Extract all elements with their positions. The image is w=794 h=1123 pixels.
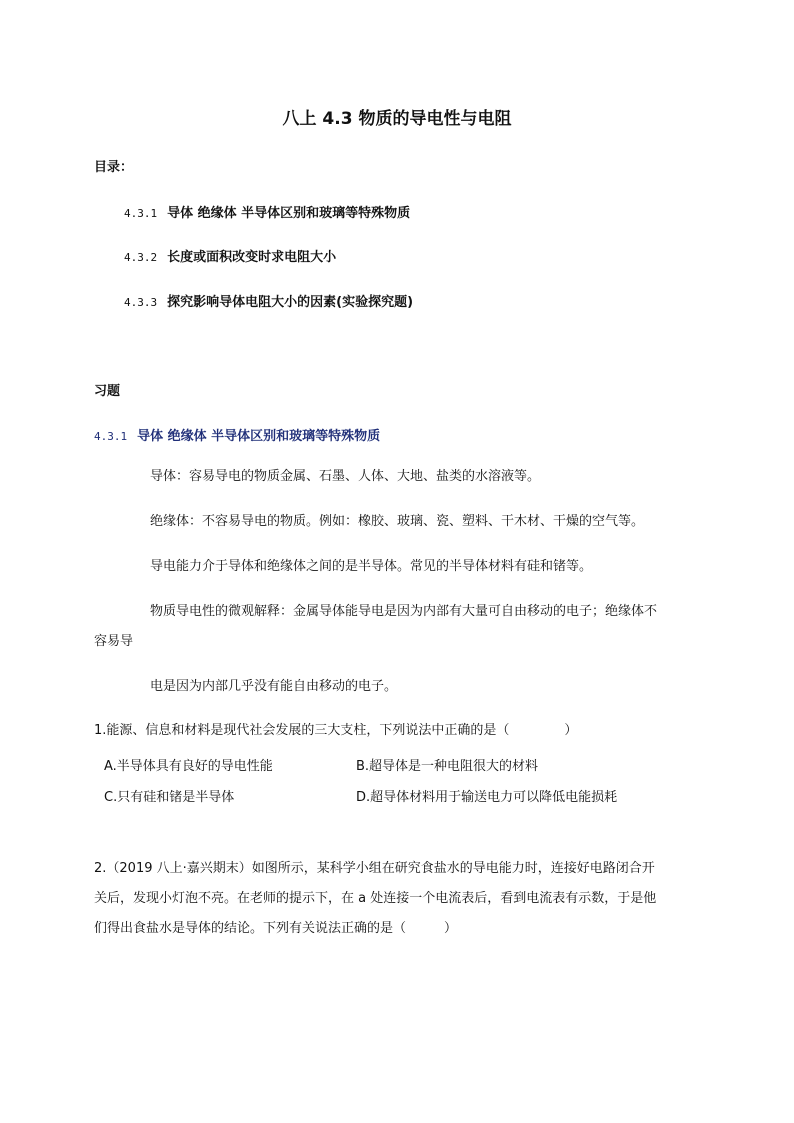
paragraph-micro-explanation-cont: 容易导 xyxy=(94,634,134,649)
question-2-line-2: 关后，发现小灯泡不亮。在老师的提示下，在 a 处连接一个电流表后，看到电流表有示数，于是他 xyxy=(94,891,657,906)
question-1-stem xyxy=(94,721,577,741)
question-2-line-1: 2.（2019 八上·嘉兴期末）如图所示，某科学小组在研究食盐水的导电能力时，连接好电路闭合开 xyxy=(94,861,655,876)
section-heading xyxy=(94,425,380,444)
page-title: 八上 4.3 物质的导电性与电阻 xyxy=(282,109,512,129)
paragraph-micro-explanation-end: 电是因为内部几乎没有能自由移动的电子。 xyxy=(150,679,398,694)
paragraph-conductor: 导体：容易导电的物质金属、石墨、人体、大地、盐类的水溶液等。 xyxy=(150,469,541,484)
question-1-text: 1.能源、信息和材料是现代社会发展的三大支柱，下列说法中正确的是（ xyxy=(94,723,510,738)
question-2-line-3 xyxy=(94,919,457,939)
toc-item-number: 4.3.2 xyxy=(124,251,158,264)
exercises-heading: 习题 xyxy=(94,384,121,399)
section-number: 4.3.1 xyxy=(94,430,128,443)
question-1-option-b[interactable]: B.超导体是一种电阻很大的材料 xyxy=(356,759,539,774)
question-1-option-c[interactable]: C.只有硅和锗是半导体 xyxy=(104,790,235,805)
toc-item-text: 探究影响导体电阻大小的因素(实验探究题) xyxy=(167,295,414,310)
question-2-text: 们得出食盐水是导体的结论。下列有关说法正确的是（ xyxy=(94,921,407,936)
toc-item-number: 4.3.1 xyxy=(124,207,158,220)
toc-item-text: 导体 绝缘体 半导体区别和玻璃等特殊物质 xyxy=(167,206,411,221)
toc-item-1[interactable] xyxy=(124,202,410,221)
question-1-option-a[interactable]: A.半导体具有良好的导电性能 xyxy=(104,759,273,774)
toc-item-3[interactable] xyxy=(124,291,413,310)
paragraph-insulator: 绝缘体：不容易导电的物质。例如：橡胶、玻璃、瓷、塑料、干木材、干燥的空气等。 xyxy=(150,514,645,529)
toc-heading: 目录： xyxy=(94,160,134,175)
question-1-option-d[interactable]: D.超导体材料用于输送电力可以降低电能损耗 xyxy=(356,790,618,805)
paragraph-micro-explanation: 物质导电性的微观解释：金属导体能导电是因为内部有大量可自由移动的电子；绝缘体不 xyxy=(150,604,658,619)
paragraph-semiconductor: 导电能力介于导体和绝缘体之间的是半导体。常见的半导体材料有硅和锗等。 xyxy=(150,559,593,574)
section-text: 导体 绝缘体 半导体区别和玻璃等特殊物质 xyxy=(137,429,381,444)
toc-item-number: 4.3.3 xyxy=(124,296,158,309)
question-1-close-paren: ） xyxy=(564,723,578,738)
toc-item-text: 长度或面积改变时求电阻大小 xyxy=(167,250,337,265)
question-2-close-paren: ） xyxy=(444,921,458,936)
toc-item-2[interactable] xyxy=(124,246,336,265)
